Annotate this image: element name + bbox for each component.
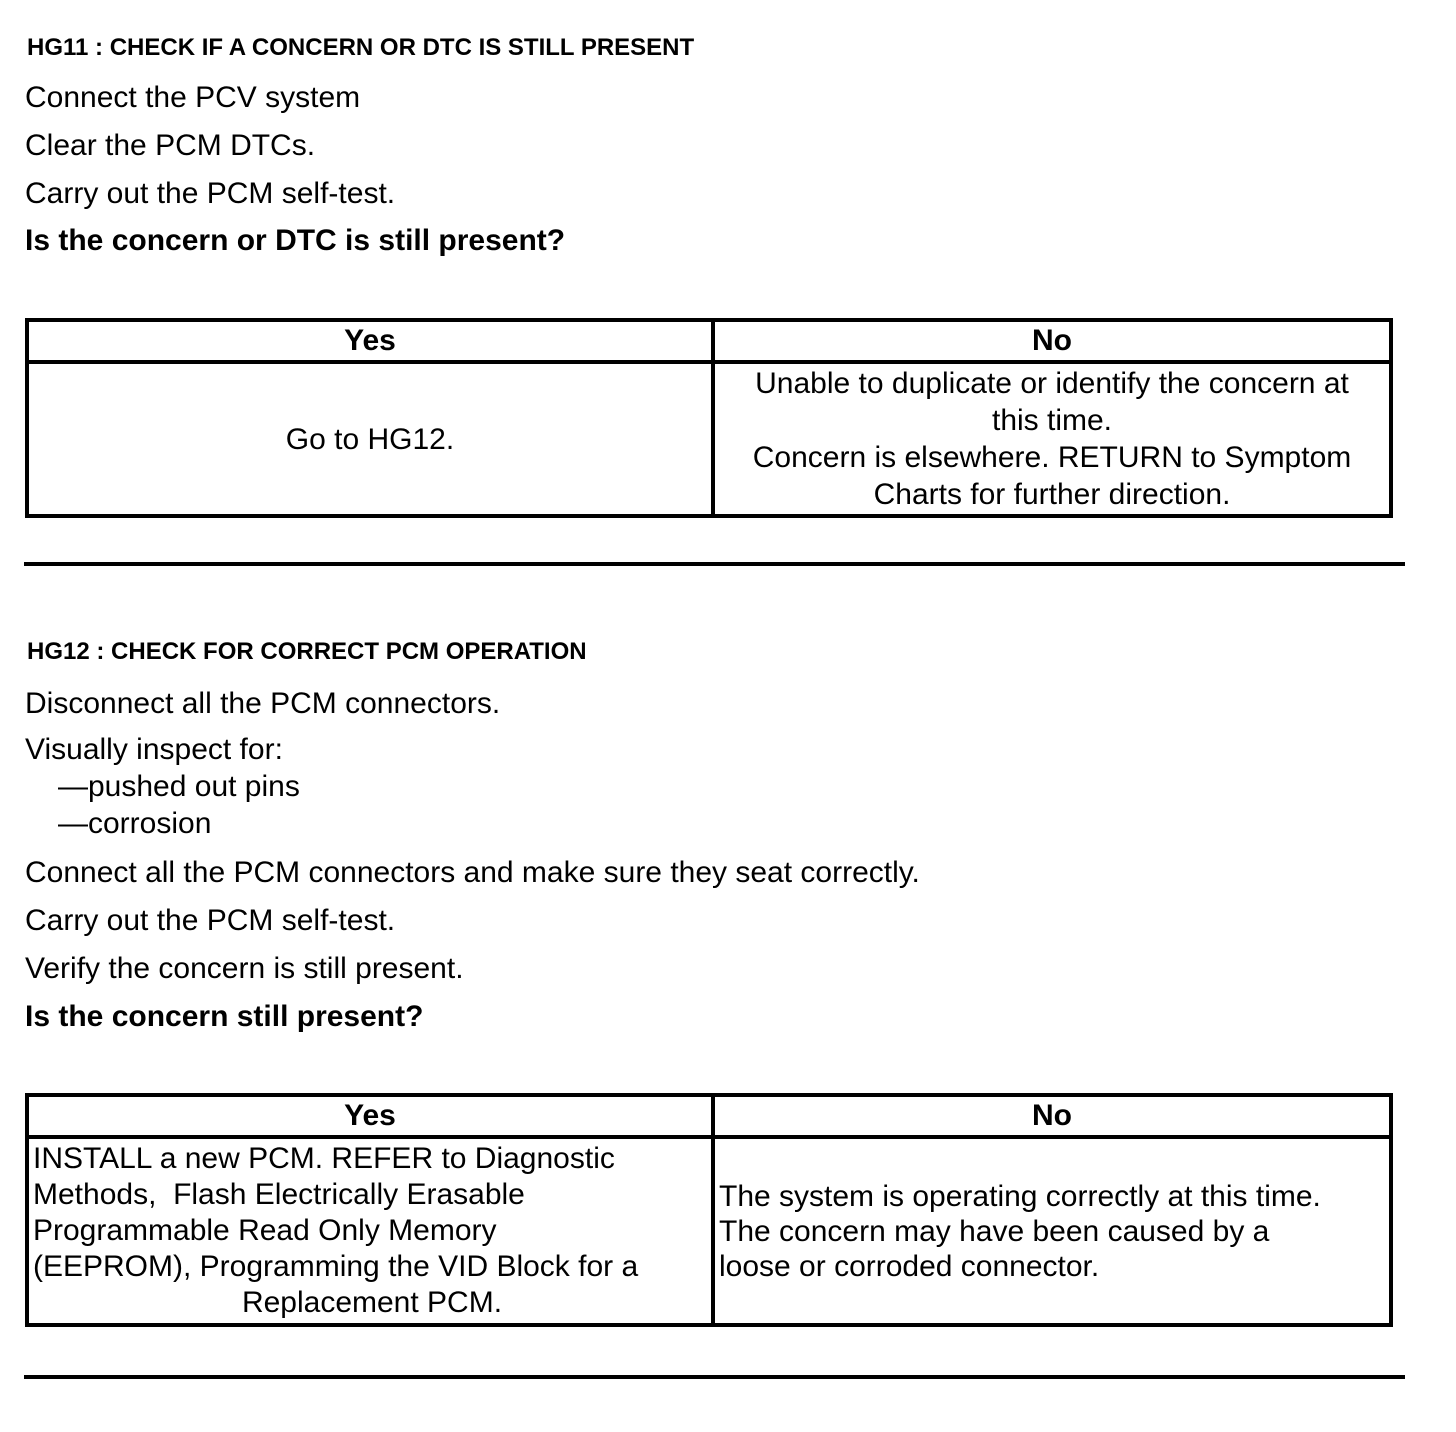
yes-cell-line: Replacement PCM. xyxy=(241,1286,503,1319)
section-divider xyxy=(24,1375,1405,1379)
instruction-line: Verify the concern is still present. xyxy=(25,952,464,985)
yes-cell-line: INSTALL a new PCM. REFER to Diagnostic xyxy=(33,1142,615,1175)
yes-no-table-hg11 xyxy=(25,318,1393,518)
instruction-line: Connect the PCV system xyxy=(25,81,361,114)
no-header: No xyxy=(713,320,1391,362)
step-hg11-heading: HG11 : CHECK IF A CONCERN OR DTC IS STILL PRESENT xyxy=(27,34,695,61)
no-cell-line: loose or corroded connector. xyxy=(719,1249,1100,1283)
inspection-bullet: —pushed out pins xyxy=(58,770,300,803)
no-cell-line: The concern may have been caused by a xyxy=(719,1214,1270,1248)
yes-cell xyxy=(27,362,713,516)
yes-cell-text: Go to HG12. xyxy=(285,422,455,456)
instruction-line: Carry out the PCM self-test. xyxy=(25,904,396,937)
question-text: Is the concern or DTC is still present? xyxy=(25,224,566,257)
no-cell-line: Unable to duplicate or identify the concern at xyxy=(755,367,1349,400)
question-text: Is the concern still present? xyxy=(25,1000,424,1033)
section-divider xyxy=(24,562,1405,566)
yes-no-table-hg12 xyxy=(25,1093,1393,1327)
inspection-bullet: —corrosion xyxy=(58,807,212,840)
no-cell-line: The system is operating correctly at this time. xyxy=(719,1179,1321,1213)
step-hg12-heading: HG12 : CHECK FOR CORRECT PCM OPERATION xyxy=(27,638,587,665)
yes-cell-line: (EEPROM), Programming the VID Block for a xyxy=(33,1250,639,1283)
instruction-line: Visually inspect for: xyxy=(25,733,283,766)
instruction-line: Clear the PCM DTCs. xyxy=(25,129,316,162)
yes-cell-line: Programmable Read Only Memory xyxy=(33,1214,497,1247)
yes-cell xyxy=(27,1137,713,1325)
instruction-line: Disconnect all the PCM connectors. xyxy=(25,687,501,720)
yes-cell-line: Methods, Flash Electrically Erasable xyxy=(33,1178,525,1211)
instruction-line: Connect all the PCM connectors and make sure they seat correctly. xyxy=(25,856,920,889)
no-cell xyxy=(713,1137,1391,1325)
instruction-line: Carry out the PCM self-test. xyxy=(25,177,396,210)
no-cell-line: Charts for further direction. xyxy=(873,478,1231,511)
no-cell xyxy=(713,362,1391,516)
yes-header: Yes xyxy=(27,1095,713,1137)
no-header: No xyxy=(713,1095,1391,1137)
yes-header: Yes xyxy=(27,320,713,362)
no-cell-line: Concern is elsewhere. RETURN to Symptom xyxy=(752,441,1352,474)
no-cell-line: this time. xyxy=(991,404,1113,437)
